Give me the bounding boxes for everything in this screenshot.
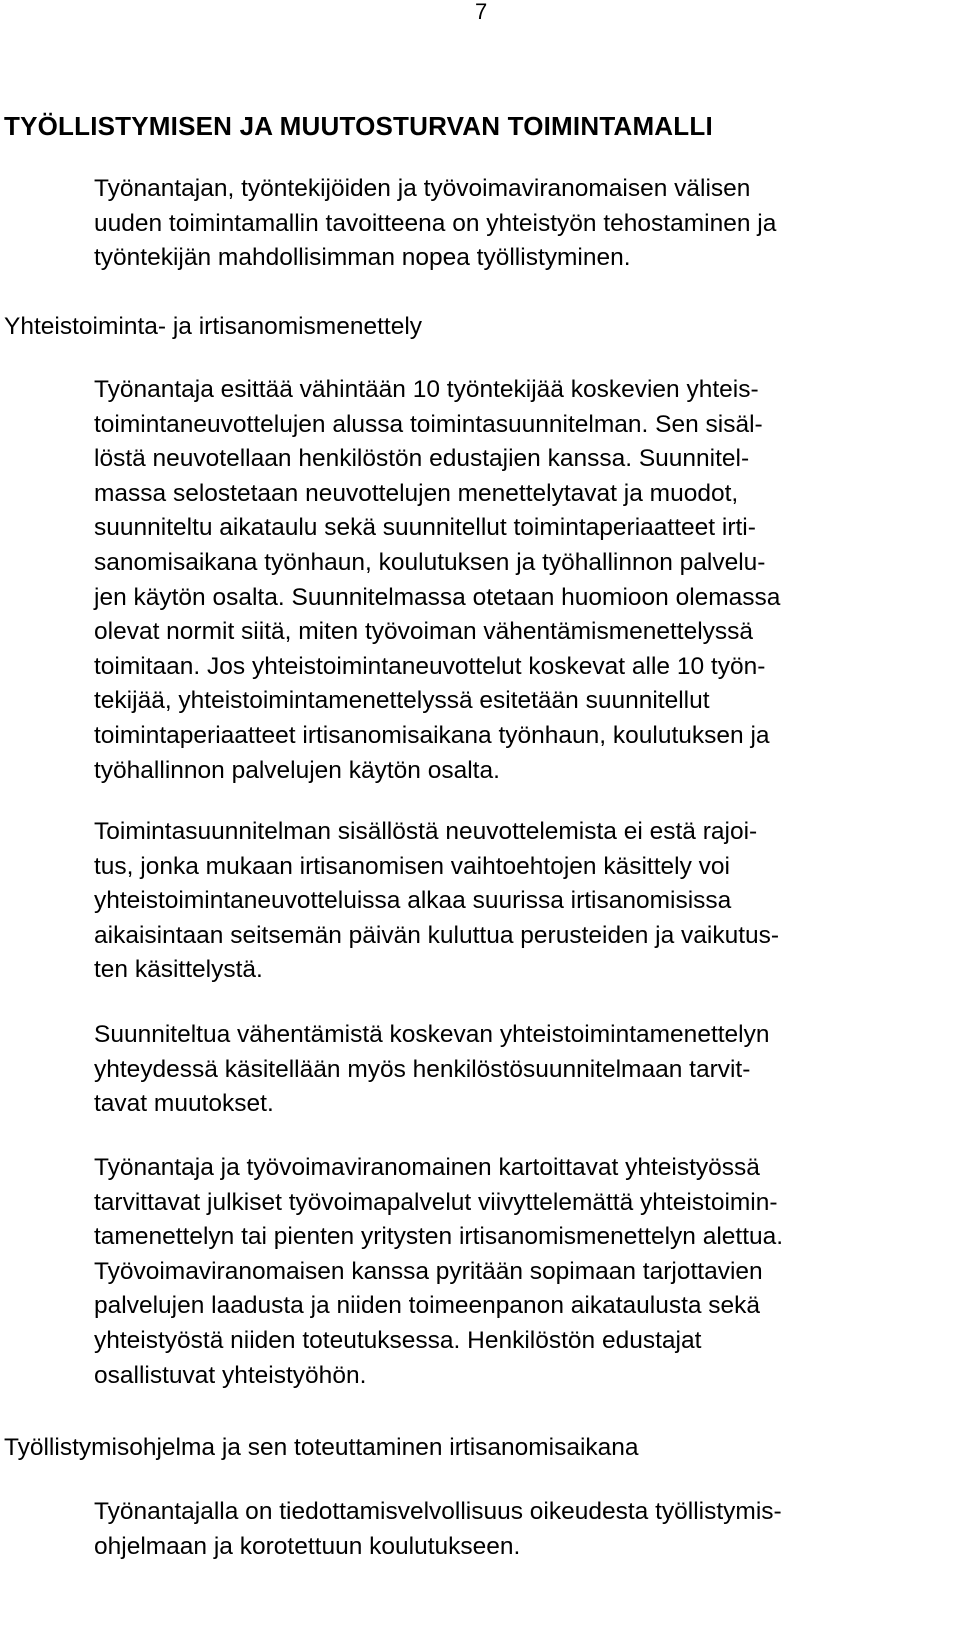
text-line: palvelujen laadusta ja niiden toimeenpanon aikataulusta sekä	[94, 1292, 761, 1320]
text-line: Toimintasuunnitelman sisällöstä neuvottelemista ei estä rajoi-	[94, 818, 758, 845]
text-line: Työnantajan, työntekijöiden ja työvoimaviranomaisen välisen	[94, 175, 751, 202]
text-line: toimitaan. Jos yhteistoimintaneuvottelut koskevat alle 10 työn-	[94, 652, 766, 680]
intro-paragraph	[94, 172, 776, 276]
text-line: löstä neuvotellaan henkilöstön edustajien kanssa. Suunnitel-	[94, 445, 750, 473]
text-line: tamenettelyn tai pienten yritysten irtisanomismenettelyn alettua.	[94, 1223, 784, 1251]
document-heading: TYÖLLISTYMISEN JA MUUTOSTURVAN TOIMINTAMALLI	[4, 111, 713, 141]
text-line: Työnantaja ja työvoimaviranomainen kartoittavat yhteistyössä	[94, 1154, 760, 1181]
text-line: toimintaperiaatteet irtisanomisaikana työnhaun, koulutuksen ja	[94, 721, 770, 749]
text-line: Työvoimaviranomaisen kanssa pyritään sopimaan tarjottavien	[94, 1257, 763, 1285]
text-line: aikaisintaan seitsemän päivän kuluttua perusteiden ja vaikutus-	[94, 921, 780, 949]
text-line: työhallinnon palvelujen käytön osalta.	[94, 756, 500, 784]
section1-paragraph-2	[94, 815, 779, 988]
text-line: uuden toimintamallin tavoitteena on yhteistyön tehostaminen ja	[94, 209, 777, 237]
text-line: Työnantajalla on tiedottamisvelvollisuus oikeudesta työllistymis-	[94, 1498, 782, 1525]
text-line: yhteydessä käsitellään myös henkilöstösuunnitelmaan tarvit-	[94, 1055, 751, 1083]
section1-paragraph-1	[94, 373, 780, 788]
text-line: yhteistoimintaneuvotteluissa alkaa suurissa irtisanomisissa	[94, 887, 732, 915]
text-line: ohjelmaan ja korotettuun koulutukseen.	[94, 1532, 521, 1560]
section-heading-yhteistoiminta: Yhteistoiminta- ja irtisanomismenettely	[4, 313, 423, 340]
text-line: Suunniteltua vähentämistä koskevan yhteistoimintamenettelyn	[94, 1021, 770, 1048]
text-line: suunniteltu aikataulu sekä suunnitellut toimintaperiaatteet irti-	[94, 514, 756, 542]
text-line: massa selostetaan neuvottelujen menettelytavat ja muodot,	[94, 479, 739, 507]
section-heading-tyollistymisohjelma: Työllistymisohjelma ja sen toteuttaminen irtisanomisaikana	[4, 1434, 639, 1461]
section2-paragraph-1	[94, 1495, 782, 1564]
text-line: tarvittavat julkiset työvoimapalvelut viivyttelemättä yhteistoimin-	[94, 1188, 778, 1216]
text-line: jen käytön osalta. Suunnitelmassa otetaan huomioon olemassa	[94, 583, 781, 611]
text-line: tekijää, yhteistoimintamenettelyssä esitetään suunnitellut	[94, 687, 710, 715]
text-line: Työnantaja esittää vähintään 10 työntekijää koskevien yhteis-	[94, 376, 759, 403]
text-line: ten käsittelystä.	[94, 956, 263, 984]
text-line: olevat normit siitä, miten työvoiman vähentämismenettelyssä	[94, 618, 754, 646]
section1-paragraph-4	[94, 1151, 783, 1393]
text-line: työntekijän mahdollisimman nopea työllistyminen.	[94, 244, 631, 272]
page-number: 7	[475, 0, 488, 24]
text-line: tus, jonka mukaan irtisanomisen vaihtoehtojen käsittely voi	[94, 852, 730, 880]
text-line: tavat muutokset.	[94, 1090, 274, 1118]
text-line: sanomisaikana työnhaun, koulutuksen ja työhallinnon palvelu-	[94, 548, 766, 576]
section1-paragraph-3	[94, 1018, 770, 1122]
text-line: osallistuvat yhteistyöhön.	[94, 1361, 367, 1389]
text-line: yhteistyöstä niiden toteutuksessa. Henkilöstön edustajat	[94, 1326, 702, 1354]
text-line: toimintaneuvottelujen alussa toimintasuunnitelman. Sen sisäl-	[94, 410, 763, 438]
